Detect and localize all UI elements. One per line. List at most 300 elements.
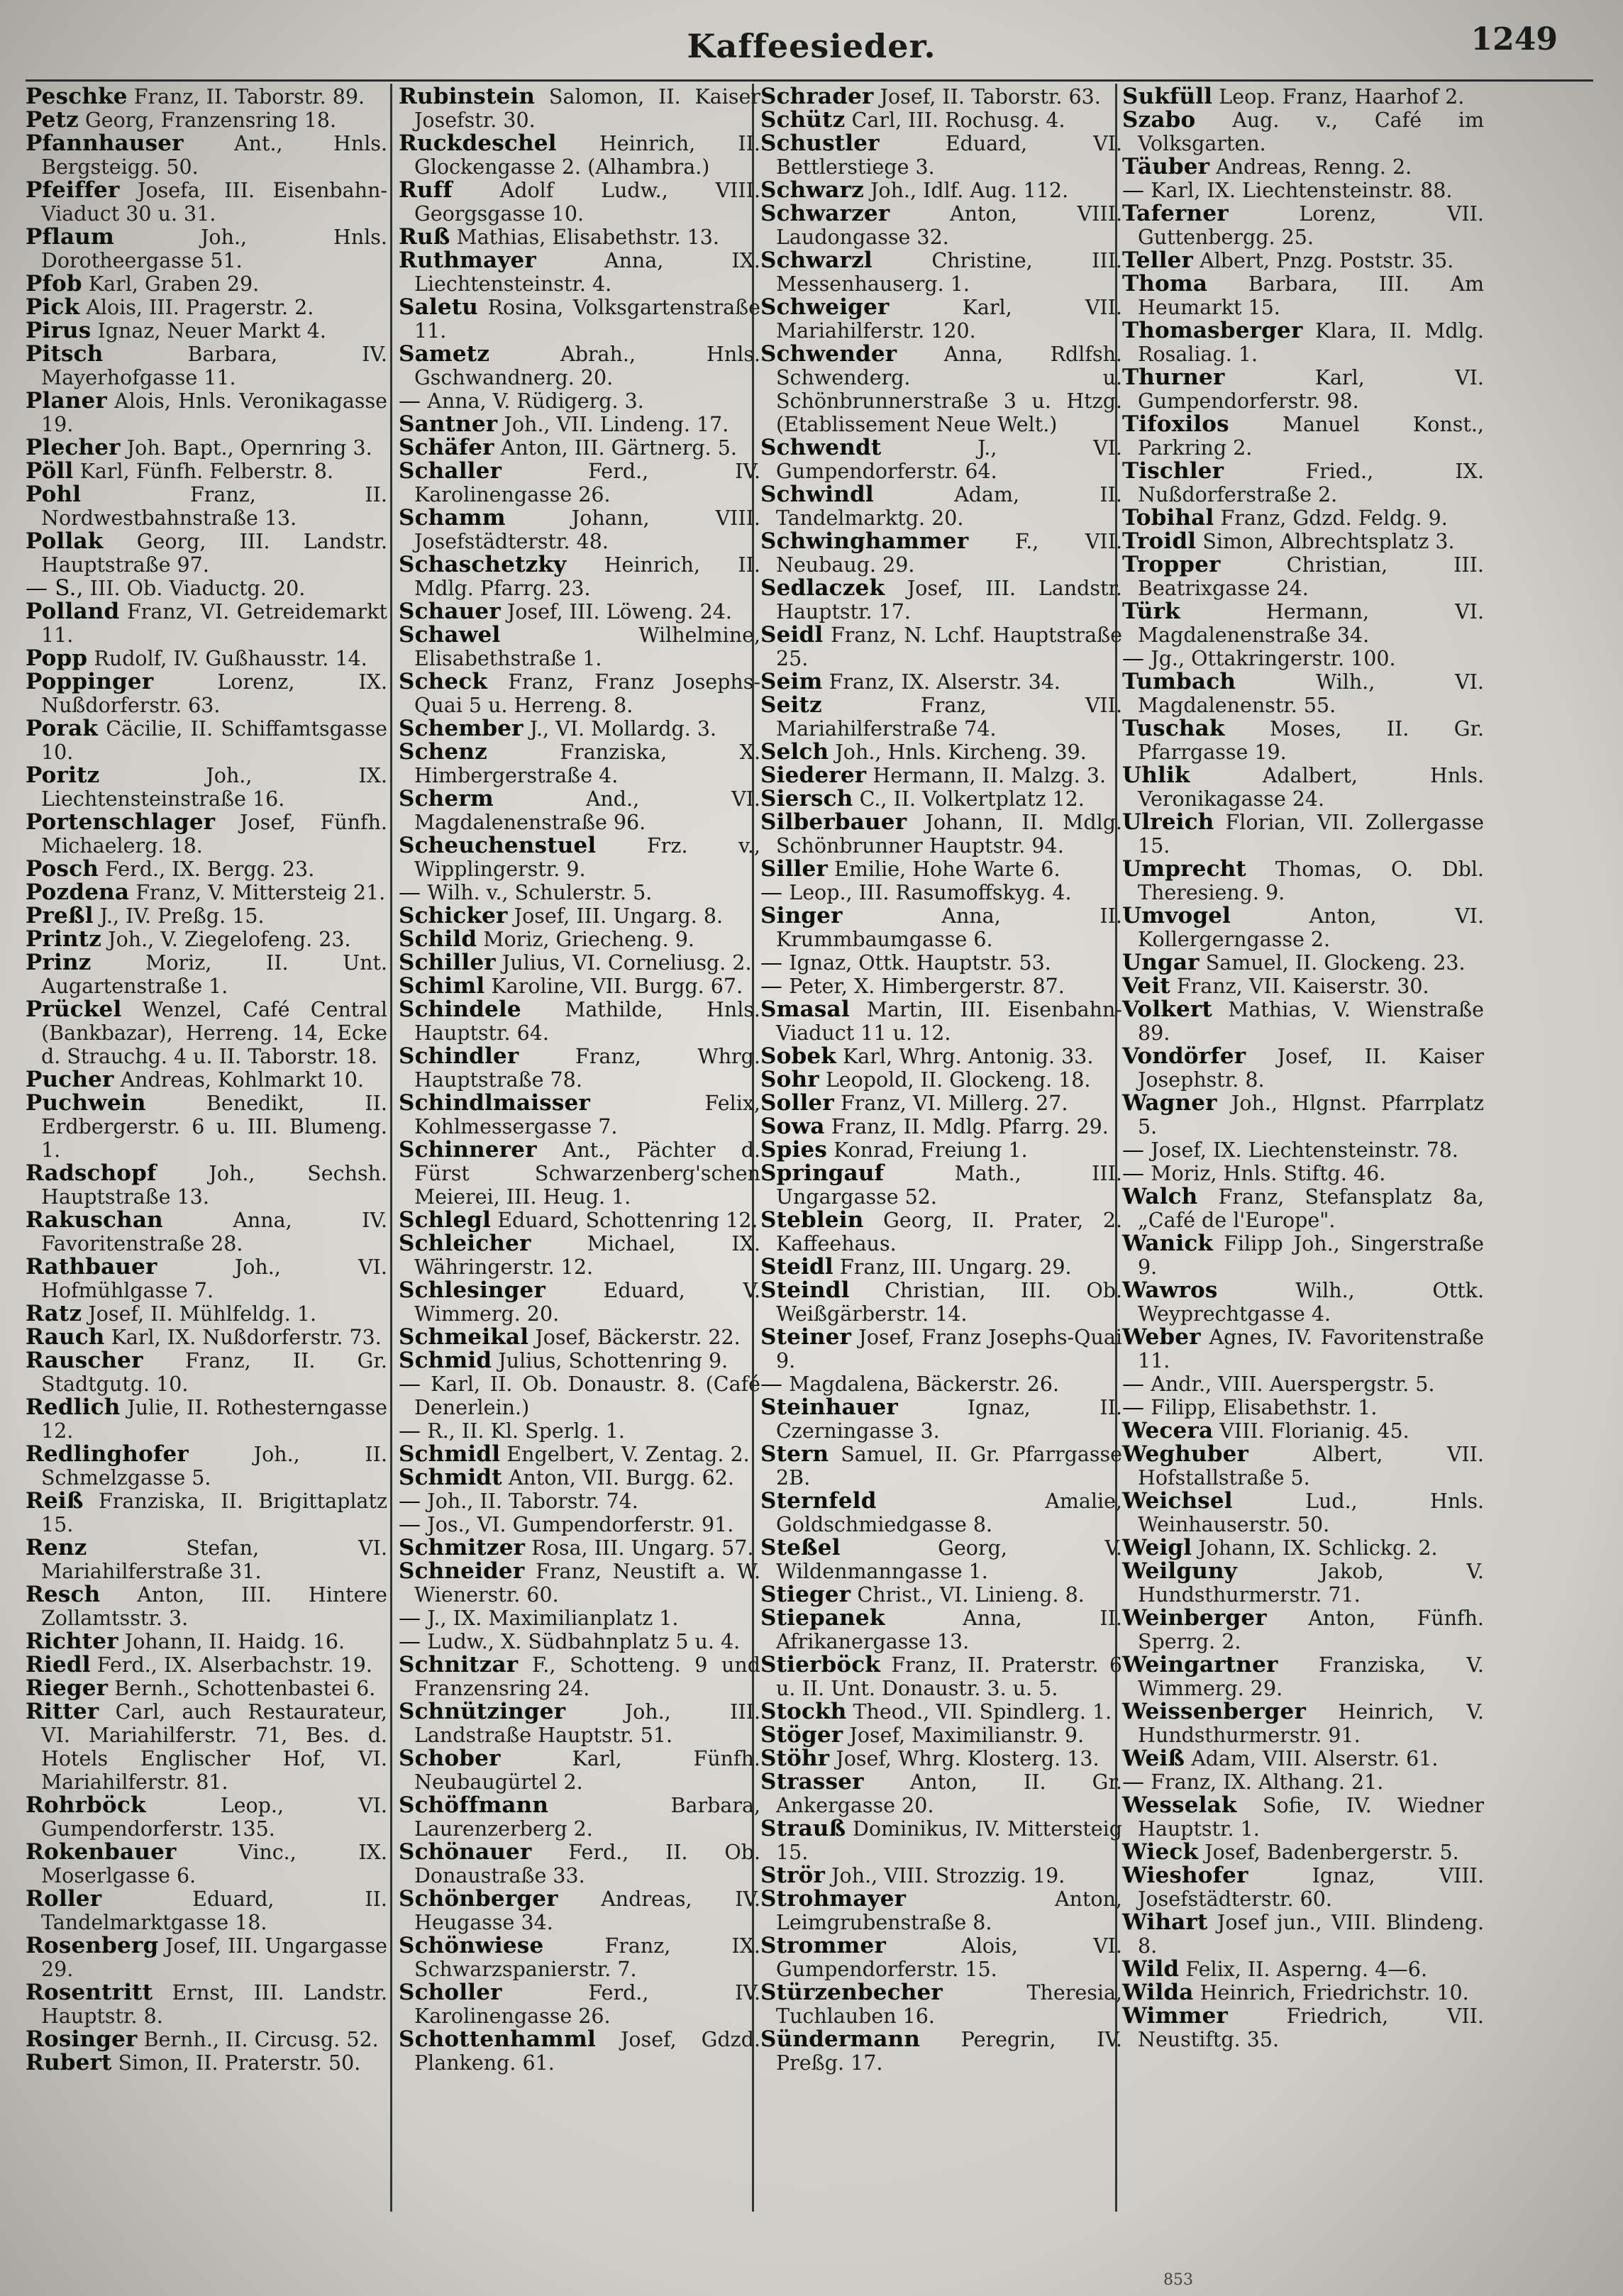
entry-details: Ernst, III. Landstr. Hauptstr. 8. [41, 1981, 387, 2028]
entry-details: Martin, III. Eisenbahn-Viaduct 11 u. 12. [776, 998, 1123, 1045]
directory-entry [1122, 1092, 1484, 1138]
entry-details: Theresia, Tuchlauben 16. [776, 1981, 1122, 2028]
entry-name: Steßel [760, 1535, 841, 1560]
entry-name: Weilguny [1122, 1558, 1237, 1584]
entry-name: Weichsel [1122, 1488, 1233, 1514]
entry-name: Popp [26, 645, 88, 671]
entry-details: Karl, Graben 29. [88, 272, 260, 296]
entry-details: Franz, VII. Kaiserstr. 30. [1176, 975, 1429, 998]
directory-entry [1122, 319, 1484, 366]
entry-details: Felix, II. Asperng. 4—6. [1185, 1958, 1427, 1981]
directory-entry [1122, 1419, 1484, 1443]
directory-entry [1122, 109, 1484, 155]
directory-entry [1122, 1162, 1484, 1185]
page-heading: Kaffeesieder. [687, 27, 936, 65]
entry-details: C., II. Volkertplatz 12. [859, 787, 1085, 811]
entry-details: Manuel Konst., Parkring 2. [1138, 413, 1484, 460]
entry-name: Ruß [399, 224, 450, 250]
entry-name: Thoma [1122, 271, 1208, 296]
entry-name: Scholler [399, 1980, 502, 2005]
entry-details: Andreas, Renng. 2. [1216, 155, 1412, 179]
directory-entry [760, 530, 1122, 577]
entry-name: Szabo [1122, 107, 1196, 133]
entry-name: Smasal [760, 997, 850, 1022]
entry-name: Schindler [399, 1043, 519, 1069]
directory-entry [26, 928, 387, 951]
directory-entry [26, 1209, 387, 1255]
directory-entry [399, 1700, 760, 1747]
entry-details: Josef, Maximilianstr. 9. [849, 1724, 1085, 1747]
entry-details: Georg, V. Wildenmanngasse 1. [776, 1536, 1122, 1583]
entry-name: Selch [760, 739, 829, 765]
directory-entry [26, 343, 387, 389]
entry-name: Ruckdeschel [399, 131, 557, 156]
entry-name: Wieshofer [1122, 1863, 1248, 1888]
directory-entry [26, 132, 387, 179]
directory-entry [399, 1747, 760, 1794]
entry-details: Hermann, II. Malzg. 3. [873, 764, 1107, 787]
entry-name: Täuber [1122, 154, 1210, 179]
directory-entry [399, 85, 760, 132]
entry-details: Moriz, Griecheng. 9. [483, 928, 694, 951]
entry-name: Uhlik [1122, 762, 1190, 788]
entry-details: Joh., Hnls. Kircheng. 39. [835, 741, 1087, 764]
directory-entry [26, 226, 387, 272]
directory-entry [1122, 1396, 1484, 1419]
entry-name: Rakuschan [26, 1207, 163, 1233]
entry-name: Posch [26, 856, 99, 882]
entry-name: Puchwein [26, 1090, 146, 1116]
entry-name: Redlich [26, 1394, 121, 1420]
entry-name: Roller [26, 1886, 102, 1912]
entry-details: Rosina, Volksgartenstraße 11. [414, 296, 760, 343]
directory-entry [26, 460, 387, 483]
entry-details: Franz, VII. Mariahilferstraße 74. [776, 694, 1122, 741]
entry-details: Wenzel, Café Central (Bankbazar), Herreng. 14, Ecke d. Strauchg. 4 u. II. Taborstr. 18. [41, 998, 387, 1068]
entry-details: Georg, II. Prater, 2. Kaffeehaus. [776, 1209, 1123, 1255]
entry-name: — [1122, 177, 1145, 203]
entry-name: Pfannhauser [26, 131, 184, 156]
entry-details: Julie, II. Rothesterngasse 12. [41, 1396, 387, 1443]
entry-name: Peschke [26, 84, 128, 109]
entry-details: J., IX. Maximilianplatz 1. [427, 1607, 679, 1630]
entry-name: Schleicher [399, 1231, 531, 1256]
directory-entry [399, 600, 760, 623]
directory-entry [760, 109, 1122, 132]
entry-details: Felix, Kohlmessergasse 7. [414, 1092, 760, 1138]
entry-name: — [1122, 645, 1145, 671]
entry-details: Josef, Gdzd. Plankeng. 61. [414, 2028, 761, 2075]
entry-details: Wilh. v., Schulerstr. 5. [427, 881, 653, 904]
entry-details: Anton, III. Hintere Zollamtsstr. 3. [41, 1583, 387, 1630]
entry-details: Bernh., II. Circusg. 52. [143, 2028, 379, 2051]
entry-name: Schütz [760, 107, 846, 133]
directory-entry [1122, 1536, 1484, 1560]
entry-details: Eduard, Schottenring 12. [497, 1209, 758, 1232]
entry-details: Barbara, IV. Mayerhofgasse 11. [41, 343, 387, 389]
entry-name: Rosinger [26, 2026, 138, 2052]
entry-name: Radschopf [26, 1160, 157, 1186]
entry-name: Portenschlager [26, 809, 216, 835]
directory-entry [1122, 85, 1484, 109]
directory-entry [26, 577, 387, 600]
directory-entry [26, 1490, 387, 1536]
entry-name: Walch [1122, 1184, 1198, 1209]
entry-name: Stern [760, 1441, 829, 1467]
directory-entry [760, 741, 1122, 764]
directory-entry [26, 858, 387, 881]
directory-entry [399, 1513, 760, 1536]
directory-entry [760, 881, 1122, 904]
entry-name: Schwinghammer [760, 528, 969, 554]
entry-details: Engelbert, V. Zentag. 2. [506, 1443, 750, 1466]
directory-entry [399, 132, 760, 179]
directory-entry [1122, 1864, 1484, 1911]
entry-details: Karoline, VII. Burgg. 67. [491, 975, 743, 998]
entry-details: Andr., VIII. Auerspergstr. 5. [1151, 1372, 1435, 1396]
directory-entry [760, 787, 1122, 811]
entry-name: — [399, 1605, 421, 1631]
entry-details: Heinrich, II. Glockengasse 2. (Alhambra.) [414, 132, 760, 179]
directory-entry [26, 1443, 387, 1490]
directory-entry [760, 179, 1122, 202]
directory-entry [399, 1630, 760, 1653]
entry-name: Schlegl [399, 1207, 492, 1233]
directory-entry [26, 1583, 387, 1630]
entry-name: Siller [760, 856, 828, 882]
directory-entry [399, 1419, 760, 1443]
entry-details: Anton, Fünfh. Sperrg. 2. [1138, 1607, 1484, 1653]
entry-details: Anton, VII. Burgg. 62. [508, 1466, 734, 1490]
directory-entry [760, 998, 1122, 1045]
entry-details: Anna, II. Krummbaumgasse 6. [776, 904, 1122, 951]
entry-name: Schäfer [399, 435, 494, 460]
entry-name: Pucher [26, 1067, 114, 1092]
entry-name: — [760, 950, 783, 975]
entry-details: Karl, Fünfh. Felberstr. 8. [79, 460, 334, 483]
entry-name: — [760, 973, 783, 999]
entry-name: Steidl [760, 1254, 833, 1280]
entry-name: Tischler [1122, 458, 1224, 484]
entry-name: — [399, 1629, 421, 1654]
entry-name: Richter [26, 1629, 118, 1654]
entry-name: Wecera [1122, 1418, 1214, 1443]
directory-entry [26, 272, 387, 296]
entry-details: Frz. v., Wipplingerstr. 9. [414, 834, 761, 881]
entry-details: F., Schotteng. 9 und Franzensring 24. [414, 1653, 761, 1700]
entry-name: Pfob [26, 271, 82, 296]
entry-name: Thomasberger [1122, 318, 1303, 343]
entry-name: Rathbauer [26, 1254, 157, 1280]
entry-details: Mathias, Elisabethstr. 13. [456, 226, 719, 249]
directory-entry [26, 296, 387, 319]
directory-entry [399, 1536, 760, 1560]
directory-entry [399, 1326, 760, 1349]
directory-entry [760, 1583, 1122, 1607]
entry-name: Weissenberger [1122, 1699, 1307, 1724]
directory-entry [1122, 179, 1484, 202]
entry-details: Joh., Hlgnst. Pfarrplatz 5. [1138, 1092, 1485, 1138]
directory-entry [1122, 249, 1484, 272]
directory-entry [1122, 1490, 1484, 1536]
directory-entry [26, 998, 387, 1068]
directory-entry [26, 1934, 387, 1981]
entry-name: Schönauer [399, 1839, 532, 1865]
entry-name: Strasser [760, 1769, 864, 1795]
directory-entry [1122, 1443, 1484, 1490]
entry-details: Andreas, Kohlmarkt 10. [120, 1068, 364, 1092]
entry-name: Silberbauer [760, 809, 907, 835]
entry-details: Karl, IX. Liechtensteinstr. 88. [1151, 179, 1453, 202]
directory-entry [399, 226, 760, 249]
directory-entry [399, 928, 760, 951]
entry-details: Julius, VI. Corneliusg. 2. [502, 951, 752, 975]
entry-details: Franz, II. Mdlg. Pfarrg. 29. [831, 1115, 1109, 1138]
directory-entry [399, 717, 760, 741]
entry-name: Schlesinger [399, 1277, 545, 1303]
directory-entry [760, 623, 1122, 670]
entry-details: Samuel, II. Glockeng. 23. [1205, 951, 1466, 975]
directory-entry [1122, 1232, 1484, 1279]
entry-name: Schwarzl [760, 248, 873, 273]
entry-details: Simon, II. Praterstr. 50. [118, 2051, 361, 2075]
entry-name: Schwendt [760, 435, 882, 460]
directory-entry [1122, 600, 1484, 647]
directory-entry [1122, 366, 1484, 413]
entry-details: Joh., II. Taborstr. 74. [427, 1490, 638, 1513]
entry-name: Taferner [1122, 201, 1229, 226]
entry-details: Anna, Rdlfsh. Schwenderg. u. Schönbrunnerstraße 3 u. Htzg. (Etablissement Neue Welt.) [776, 343, 1122, 436]
entry-details: Michael, IX. Währingerstr. 12. [414, 1232, 761, 1279]
directory-entry [760, 1115, 1122, 1138]
directory-entry [399, 506, 760, 553]
entry-details: Franziska, X. Himbergerstraße 4. [414, 741, 761, 787]
entry-name: — [399, 1488, 421, 1514]
directory-entry [1122, 1607, 1484, 1653]
entry-details: Karl, VI. Gumpendorferstr. 98. [1138, 366, 1484, 413]
entry-name: Strohmayer [760, 1886, 907, 1912]
entry-details: Joh., IX. Liechtensteinstraße 16. [41, 764, 387, 811]
entry-details: Joh. Bapt., Opernring 3. [126, 436, 372, 460]
entry-details: Sofie, IV. Wiedner Hauptstr. 1. [1138, 1794, 1484, 1841]
directory-entry [399, 2028, 760, 2075]
entry-details: Albert, VII. Hofstallstraße 5. [1138, 1443, 1484, 1490]
entry-name: Wilda [1122, 1980, 1194, 2005]
footer-mark: 853 [1163, 2271, 1193, 2289]
entry-details: Ferd., IV. Karolinengasse 26. [414, 460, 760, 506]
directory-entry [760, 951, 1122, 975]
entry-name: Printz [26, 926, 102, 952]
directory-entry [26, 951, 387, 998]
directory-entry [760, 1747, 1122, 1770]
entry-name: Schmidl [399, 1441, 501, 1467]
entry-details: Ignaz, Ottk. Hauptstr. 53. [789, 951, 1051, 975]
entry-name: Wesselak [1122, 1792, 1237, 1818]
entry-name: Spies [760, 1137, 828, 1163]
entry-name: Renz [26, 1535, 87, 1560]
entry-name: — [1122, 1769, 1145, 1795]
entry-name: Pozdena [26, 880, 130, 905]
entry-name: Strommer [760, 1933, 886, 1958]
directory-entry [26, 1841, 387, 1887]
entry-name: Sukfüll [1122, 84, 1213, 109]
directory-entry [26, 1162, 387, 1209]
directory-entry [760, 202, 1122, 249]
entry-name: Schamm [399, 505, 506, 531]
directory-entry [760, 85, 1122, 109]
entry-name: Tropper [1122, 552, 1221, 577]
directory-entry [399, 834, 760, 881]
directory-entry [26, 483, 387, 530]
directory-entry [399, 389, 760, 413]
entry-details: Jos., VI. Gumpendorferstr. 91. [427, 1513, 734, 1536]
entry-details: Joh., V. Ziegelofeng. 23. [108, 928, 351, 951]
entry-details: Josef, II. Kaiser Josephstr. 8. [1138, 1045, 1484, 1092]
directory-entry [1122, 858, 1484, 904]
directory-entry [760, 1068, 1122, 1092]
entry-name: Schönwiese [399, 1933, 544, 1958]
directory-entry [1122, 1279, 1484, 1326]
directory-entry [760, 1326, 1122, 1372]
entry-details: Josef, Fünfh. Michaelerg. 18. [41, 811, 387, 858]
directory-entry [1122, 413, 1484, 460]
directory-entry [399, 1372, 760, 1419]
entry-name: Schaschetzky [399, 552, 567, 577]
entry-name: Sternfeld [760, 1488, 877, 1514]
entry-name: Poppinger [26, 669, 154, 694]
entry-details: Franz, VI. Getreidemarkt 11. [41, 600, 387, 647]
directory-entry [399, 1092, 760, 1138]
entry-details: Leop. Franz, Haarhof 2. [1219, 85, 1465, 109]
entry-details: Christ., VI. Linieng. 8. [857, 1583, 1085, 1607]
directory-entry [1122, 647, 1484, 670]
entry-name: Wimmer [1122, 2003, 1228, 2029]
entry-name: Tifoxilos [1122, 411, 1229, 437]
entry-details: Barbara, III. Am Heumarkt 15. [1138, 272, 1484, 319]
directory-entry [760, 670, 1122, 694]
entry-details: Ferd., II. Ob. Donaustraße 33. [414, 1841, 760, 1887]
entry-details: Anton, VI. Kollergerngasse 2. [1138, 904, 1484, 951]
entry-name: Sündermann [760, 2026, 921, 2052]
entry-details: Josef, II. Mühlfeldg. 1. [88, 1302, 317, 1326]
entry-name: Schenz [399, 739, 487, 765]
entry-details: Karl, Fünfh. Neubaugürtel 2. [414, 1747, 760, 1794]
entry-name: Wieck [1122, 1839, 1199, 1865]
entry-details: Franz, VI. Millerg. 27. [840, 1092, 1068, 1115]
directory-entry [399, 1981, 760, 2028]
directory-entry [399, 1607, 760, 1630]
entry-name: Türk [1122, 599, 1180, 624]
directory-entry [760, 1770, 1122, 1817]
entry-name: Pirus [26, 318, 92, 343]
entry-details: Karl, VII. Mariahilferstr. 120. [776, 296, 1122, 343]
directory-entry [1122, 1841, 1484, 1864]
directory-entry [26, 1700, 387, 1794]
entry-details: Joh., Hnls. Dorotheergasse 51. [41, 226, 387, 272]
entry-name: Plecher [26, 435, 121, 460]
entry-name: Teller [1122, 248, 1194, 273]
entry-name: Rauch [26, 1324, 105, 1350]
entry-name: Ulreich [1122, 809, 1214, 835]
entry-name: Wagner [1122, 1090, 1217, 1116]
entry-details: Anton, II. Gr. Ankergasse 20. [776, 1770, 1122, 1817]
directory-entry [1122, 1981, 1484, 2004]
entry-name: Schmitzer [399, 1535, 526, 1560]
entry-name: Steiner [760, 1324, 852, 1350]
entry-name: Schiml [399, 973, 485, 999]
entry-name: — [760, 880, 783, 905]
directory-entry [1122, 1326, 1484, 1372]
entry-name: Schild [399, 926, 477, 952]
entry-details: Josef jun., VIII. Blindeng. 8. [1138, 1911, 1485, 1958]
entry-name: Tuschak [1122, 716, 1225, 741]
directory-entry [760, 483, 1122, 530]
entry-name: Ruff [399, 177, 453, 203]
directory-entry [1122, 1372, 1484, 1396]
entry-name: Seim [760, 669, 823, 694]
entry-name: — S., [26, 575, 84, 601]
entry-details: Josef, Whrg. Klosterg. 13. [836, 1747, 1099, 1770]
directory-entry [760, 1607, 1122, 1653]
entry-details: Leop., VI. Gumpendorferstr. 135. [41, 1794, 387, 1841]
directory-entry [760, 1981, 1122, 2028]
entry-details: Vinc., IX. Moserlgasse 6. [41, 1841, 387, 1887]
entry-details: Anna, II. Afrikanergasse 13. [776, 1607, 1122, 1653]
entry-details: Josef, III. Ungargasse 29. [41, 1934, 387, 1981]
directory-entry [1122, 1794, 1484, 1841]
directory-entry [26, 811, 387, 858]
entry-details: Jakob, V. Hundsthurmerstr. 71. [1138, 1560, 1484, 1607]
entry-details: Friedrich, VII. Neustiftg. 35. [1138, 2004, 1484, 2051]
entry-name: Reiß [26, 1488, 84, 1514]
entry-name: Veit [1122, 973, 1170, 999]
entry-details: Thomas, O. Dbl. Theresieng. 9. [1138, 858, 1484, 904]
entry-details: Dominikus, IV. Mittersteig 15. [776, 1817, 1122, 1864]
entry-name: Vondörfer [1122, 1043, 1246, 1069]
entry-name: Schaller [399, 458, 502, 484]
directory-entry [399, 1279, 760, 1326]
entry-details: Moses, II. Gr. Pfarrgasse 19. [1138, 717, 1485, 764]
entry-details: Franz, Neustift a. W. Wienerstr. 60. [414, 1560, 760, 1607]
entry-name: Schwindl [760, 482, 874, 507]
directory-entry [26, 1794, 387, 1841]
entry-name: — [1122, 1137, 1145, 1163]
directory-entry [399, 904, 760, 928]
entry-details: Hermann, VI. Magdalenenstraße 34. [1138, 600, 1485, 647]
entry-name: Sametz [399, 341, 490, 367]
entry-details: Johann, II. Mdlg. Schönbrunner Hauptstr. 94. [776, 811, 1122, 858]
directory-entry [26, 1302, 387, 1326]
entry-details: Anna, IV. Favoritenstraße 28. [41, 1209, 387, 1255]
directory-entry [399, 460, 760, 506]
directory-entry [1122, 155, 1484, 179]
entry-details: Moriz, II. Unt. Augartenstraße 1. [41, 951, 387, 998]
entry-details: Adalbert, Hnls. Veronikagasse 24. [1138, 764, 1485, 811]
entry-details: Lorenz, IX. Nußdorferstr. 63. [41, 670, 387, 717]
entry-name: Rubert [26, 2050, 112, 2075]
directory-entry [1122, 272, 1484, 319]
entry-details: Adolf Ludw., VIII. Georgsgasse 10. [414, 179, 761, 226]
entry-details: Julius, Schottenring 9. [498, 1349, 729, 1372]
directory-entry [399, 1560, 760, 1607]
entry-name: Umvogel [1122, 903, 1231, 928]
directory-entry [760, 343, 1122, 436]
header-rule [26, 79, 1593, 82]
entry-name: Soller [760, 1090, 834, 1116]
entry-details: Josef, III. Ungarg. 8. [514, 904, 724, 928]
entry-name: Schwarzer [760, 201, 890, 226]
directory-entry [1122, 1045, 1484, 1092]
